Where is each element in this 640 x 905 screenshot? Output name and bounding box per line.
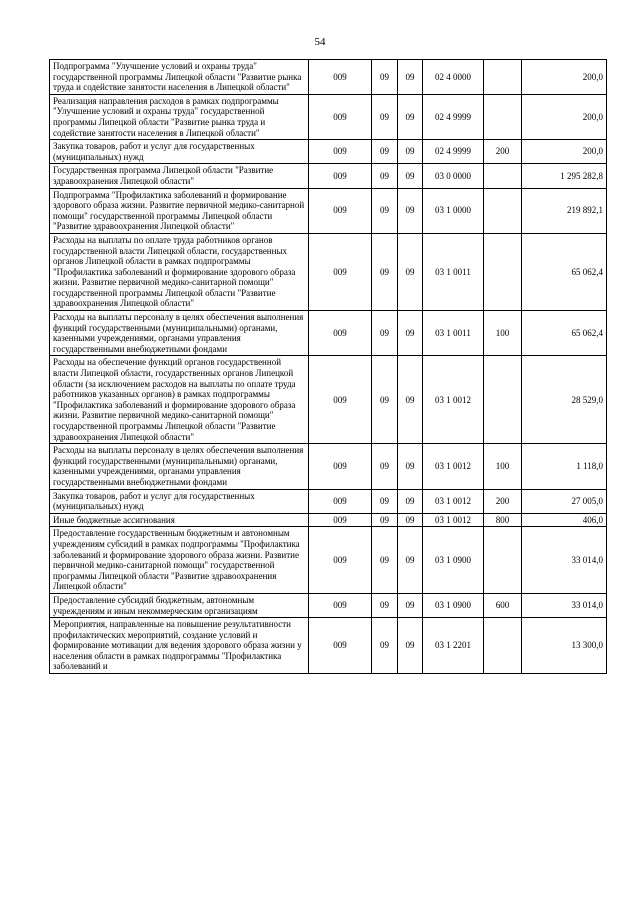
target-article-cell: 03 1 0000 [423,188,484,233]
section-code-cell: 09 [372,140,398,164]
amount-cell: 1 295 282,8 [522,164,607,188]
subsection-code-cell: 09 [398,311,423,356]
target-article-cell: 02 4 9999 [423,140,484,164]
table-row [50,356,607,444]
target-article-cell: 03 0 0000 [423,164,484,188]
table-row [50,233,607,310]
section-code-cell: 09 [372,311,398,356]
ministry-code-cell: 009 [309,444,372,489]
row-name-cell: Подпрограмма "Улучшение условий и охраны труда" государственной программы Липецкой области "Развитие рынка труда и содействие занятости населения в Липецкой области" [50,60,309,95]
section-code-cell: 09 [372,513,398,527]
table-row [50,140,607,164]
ministry-code-cell: 009 [309,311,372,356]
amount-cell: 406,0 [522,513,607,527]
table-row [50,527,607,594]
target-article-cell: 03 1 0900 [423,593,484,617]
amount-cell: 200,0 [522,60,607,95]
ministry-code-cell: 009 [309,188,372,233]
amount-cell: 200,0 [522,94,607,139]
target-article-cell: 03 1 0011 [423,233,484,310]
amount-cell: 65 062,4 [522,233,607,310]
expense-type-cell [484,94,522,139]
row-name-cell: Расходы на выплаты по оплате труда работников органов государственной власти Липецкой области, государственных органов Липецкой области в рамках подпрограммы "Профилактика заболеваний и формирование здорового образа жизни. Развитие первичной медико-санитарной помощи" государственной программы Липецкой области "Развитие здравоохранения Липецкой области" [50,233,309,310]
ministry-code-cell: 009 [309,593,372,617]
section-code-cell: 09 [372,489,398,513]
ministry-code-cell: 009 [309,94,372,139]
ministry-code-cell: 009 [309,140,372,164]
amount-cell: 200,0 [522,140,607,164]
subsection-code-cell: 09 [398,94,423,139]
expense-type-cell [484,527,522,594]
table-row [50,489,607,513]
expense-type-cell [484,164,522,188]
subsection-code-cell: 09 [398,188,423,233]
subsection-code-cell: 09 [398,356,423,444]
page-number: 54 [314,36,326,48]
row-name-cell: Закупка товаров, работ и услуг для государственных (муниципальных) нужд [50,489,309,513]
table-row [50,444,607,489]
section-code-cell: 09 [372,233,398,310]
ministry-code-cell: 009 [309,513,372,527]
ministry-code-cell: 009 [309,356,372,444]
target-article-cell: 03 1 0012 [423,356,484,444]
row-name-cell: Государственная программа Липецкой области "Развитие здравоохранения Липецкой области" [50,164,309,188]
table-row [50,164,607,188]
target-article-cell: 03 1 2201 [423,618,484,674]
subsection-code-cell: 09 [398,618,423,674]
section-code-cell: 09 [372,527,398,594]
section-code-cell: 09 [372,60,398,95]
table-body [50,60,607,674]
row-name-cell: Подпрограмма "Профилактика заболеваний и формирование здорового образа жизни. Развитие первичной медико-санитарной помощи" государственной программы Липецкой области "Развитие здравоохранения Липецкой области" [50,188,309,233]
expense-type-cell [484,356,522,444]
table-row [50,513,607,527]
row-name-cell: Реализация направления расходов в рамках подпрограммы "Улучшение условий и охраны труда" государственной программы Липецкой области "Развитие рынка труда и содействие занятости населения в Липецкой области" [50,94,309,139]
table-row [50,593,607,617]
ministry-code-cell: 009 [309,527,372,594]
subsection-code-cell: 09 [398,60,423,95]
ministry-code-cell: 009 [309,60,372,95]
expense-type-cell: 200 [484,489,522,513]
section-code-cell: 09 [372,593,398,617]
target-article-cell: 02 4 9999 [423,94,484,139]
expense-type-cell [484,188,522,233]
target-article-cell: 03 1 0012 [423,444,484,489]
expense-type-cell: 800 [484,513,522,527]
row-name-cell: Мероприятия, направленные на повышение результативности профилактических мероприятий, создание условий и формирование мотивации для ведения здорового образа жизни у населения области в рамках подпрограммы "Профилактика заболеваний и [50,618,309,674]
ministry-code-cell: 009 [309,233,372,310]
expense-type-cell: 600 [484,593,522,617]
amount-cell: 1 118,0 [522,444,607,489]
amount-cell: 33 014,0 [522,593,607,617]
expense-type-cell: 100 [484,311,522,356]
subsection-code-cell: 09 [398,164,423,188]
row-name-cell: Предоставление государственным бюджетным и автономным учреждениям субсидий в рамках подпрограммы "Профилактика заболеваний и формирование здорового образа жизни. Развитие первичной медико-санитарной помощи" государственной программы Липецкой области "Развитие здравоохранения Липецкой области" [50,527,309,594]
amount-cell: 65 062,4 [522,311,607,356]
expense-type-cell: 200 [484,140,522,164]
section-code-cell: 09 [372,94,398,139]
amount-cell: 33 014,0 [522,527,607,594]
subsection-code-cell: 09 [398,513,423,527]
subsection-code-cell: 09 [398,527,423,594]
subsection-code-cell: 09 [398,140,423,164]
ministry-code-cell: 009 [309,164,372,188]
target-article-cell: 03 1 0011 [423,311,484,356]
row-name-cell: Закупка товаров, работ и услуг для государственных (муниципальных) нужд [50,140,309,164]
subsection-code-cell: 09 [398,444,423,489]
row-name-cell: Расходы на обеспечение функций органов государственной власти Липецкой области, государственных органов Липецкой области (за исключением расходов на выплаты по оплате труда работников указанных органов) в рамках подпрограммы "Профилактика заболеваний и формирование здорового образа жизни. Развитие первичной медико-санитарной помощи" государственной программы Липецкой области "Развитие здравоохранения Липецкой области" [50,356,309,444]
ministry-code-cell: 009 [309,489,372,513]
subsection-code-cell: 09 [398,593,423,617]
target-article-cell: 03 1 0900 [423,527,484,594]
amount-cell: 27 005,0 [522,489,607,513]
expense-type-cell [484,60,522,95]
section-code-cell: 09 [372,188,398,233]
expense-type-cell [484,233,522,310]
amount-cell: 28 529,0 [522,356,607,444]
row-name-cell: Предоставление субсидий бюджетным, автономным учреждениям и иным некоммерческим организациям [50,593,309,617]
row-name-cell: Иные бюджетные ассигнования [50,513,309,527]
table-row [50,618,607,674]
expense-type-cell: 100 [484,444,522,489]
section-code-cell: 09 [372,164,398,188]
ministry-code-cell: 009 [309,618,372,674]
table-row [50,94,607,139]
target-article-cell: 03 1 0012 [423,513,484,527]
budget-table [49,59,607,674]
table-row [50,311,607,356]
section-code-cell: 09 [372,356,398,444]
section-code-cell: 09 [372,618,398,674]
amount-cell: 219 892,1 [522,188,607,233]
row-name-cell: Расходы на выплаты персоналу в целях обеспечения выполнения функций государственными (муниципальными) органами, казенными учреждениями, органами управления государственными внебюджетными фондами [50,311,309,356]
subsection-code-cell: 09 [398,489,423,513]
table-row [50,188,607,233]
amount-cell: 13 300,0 [522,618,607,674]
subsection-code-cell: 09 [398,233,423,310]
row-name-cell: Расходы на выплаты персоналу в целях обеспечения выполнения функций государственными (муниципальными) органами, казенными учреждениями, органами управления государственными внебюджетными фондами [50,444,309,489]
target-article-cell: 02 4 0000 [423,60,484,95]
section-code-cell: 09 [372,444,398,489]
expense-type-cell [484,618,522,674]
target-article-cell: 03 1 0012 [423,489,484,513]
table-row [50,60,607,95]
